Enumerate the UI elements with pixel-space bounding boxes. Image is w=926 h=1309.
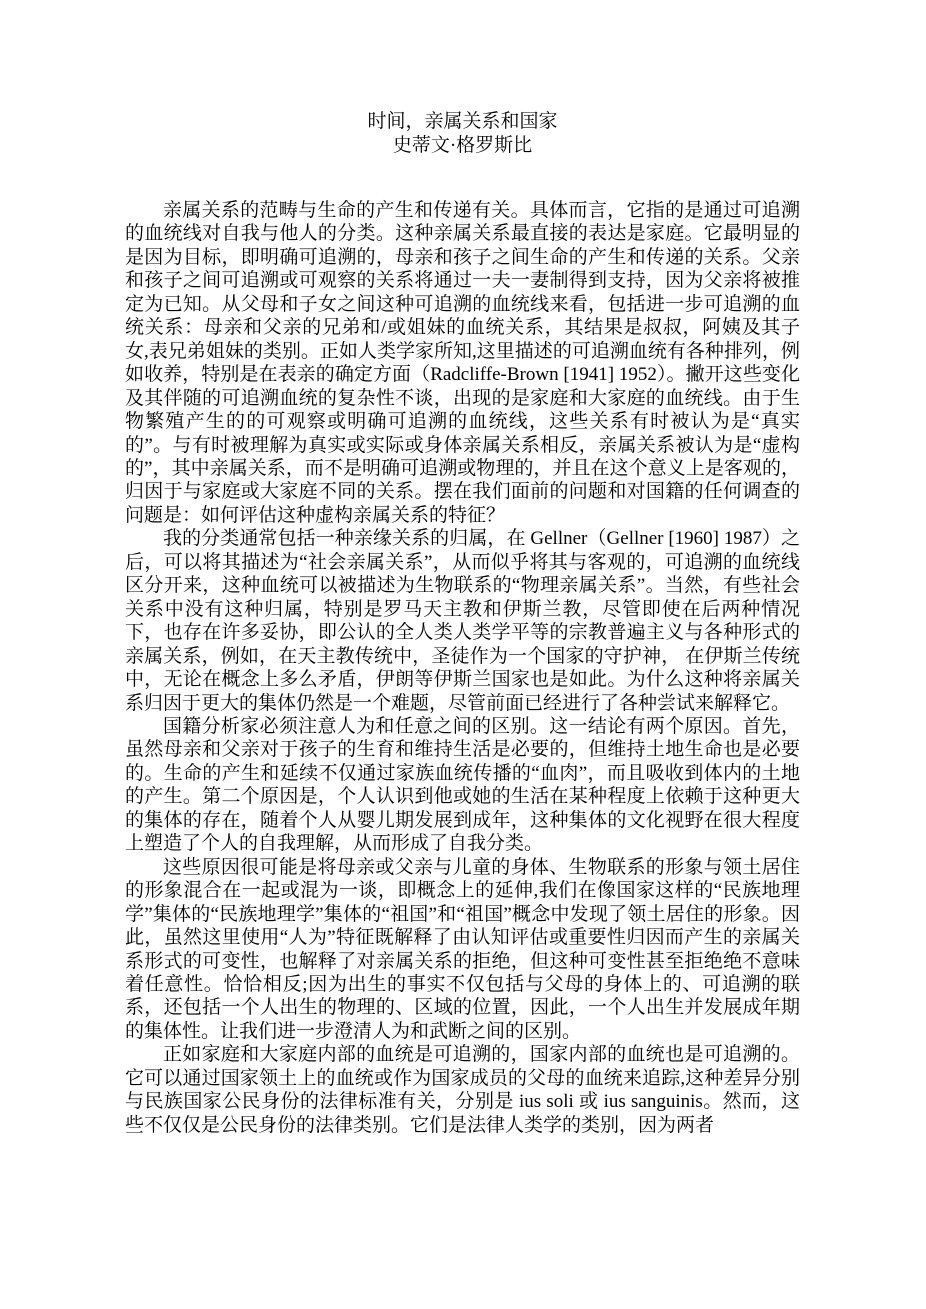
- paragraph: 正如家庭和大家庭内部的血统是可追溯的，国家内部的血统也是可追溯的。它可以通过国家领土上的血统或作为国家成员的父母的血统来追踪,这种差异分别与民族国家公民身份的法律标准有关，分别是 ius soli 或 ius sanguinis。然而，这些不仅仅是公民身份的法律类别。它们是法律人类学的类别，因为两者: [125, 1044, 800, 1136]
- document-author: 史蒂文·格罗斯比: [392, 134, 533, 156]
- paragraph: 国籍分析家必须注意人为和任意之间的区别。这一结论有两个原因。首先，虽然母亲和父亲对于孩子的生育和维持生活是必要的，但维持土地生命也是必要的。生命的产生和延续不仅通过家族血统传播的“血肉”，而且吸收到体内的土地的产生。第二个原因是，个人认识到他或她的生活在某种程度上依赖于这种更大的集体的存在，随着个人从婴儿期发展到成年，这种集体的文化视野在很大程度上塑造了个人的自我理解，从而形成了自我分类。: [125, 715, 800, 855]
- paragraph: 这些原因很可能是将母亲或父亲与儿童的身体、生物联系的形象与领土居住的形象混合在一起或混为一谈，即概念上的延伸,我们在像国家这样的“民族地理学”集体的“民族地理学”集体的“祖国”和“祖国”概念中发现了领土居住的形象。因此，虽然这里使用“人为”特征既解释了由认知评估或重要性归因而产生的亲属关系形式的可变性，也解释了对亲属关系的拒绝，但这种可变性甚至拒绝绝不意味着任意性。恰恰相反;因为出生的事实不仅包括与父母的身体上的、可追溯的联系，还包括一个人出生的物理的、区域的位置，因此，一个人出生并发展成年期的集体性。让我们进一步澄清人为和武断之间的区别。: [125, 856, 800, 1042]
- document-title: 时间，亲属关系和国家: [367, 111, 558, 132]
- document-body: [125, 199, 800, 1137]
- paragraph: 我的分类通常包括一种亲缘关系的归属，在 Gellner（Gellner [1960] 1987）之后，可以将其描述为“社会亲属关系”，从而似乎将其与客观的，可追溯的血统线区分开来，这种血统可以被描述为生物联系的“物理亲属关系”。当然，有些社会关系中没有这种归属，特别是罗马天主教和伊斯兰教，尽管即使在后两种情况下，也存在许多妥协，即公认的全人类人类学平等的宗教普遍主义与各种形式的亲属关系，例如，在天主教传统中，圣徒作为一个国家的守护神， 在伊斯兰传统中，无论在概念上多么矛盾，伊朗等伊斯兰国家也是如此。为什么这种将亲属关系归因于更大的集体仍然是一个难题，尽管前面已经进行了各种尝试来解释它。: [125, 528, 800, 714]
- paragraph: 亲属关系的范畴与生命的产生和传递有关。具体而言，它指的是通过可追溯的血统线对自我与他人的分类。这种亲属关系最直接的表达是家庭。它最明显的是因为目标，即明确可追溯的，母亲和孩子之间生命的产生和传递的关系。父亲和孩子之间可追溯或可观察的关系将通过一夫一妻制得到支持，因为父亲将被推定为已知。从父母和子女之间这种可追溯的血统线来看，包括进一步可追溯的血统关系：母亲和父亲的兄弟和/或姐妹的血统关系，其结果是叔叔，阿姨及其子女,表兄弟姐妹的类别。正如人类学家所知,这里描述的可追溯血统有各种排列，例如收养，特别是在表亲的确定方面（Radcliffe-Brown [1941] 1952）。撇开这些变化及其伴随的可追溯血统的复杂性不谈，出现的是家庭和大家庭的血统线。由于生物繁殖产生的的可观察或明确可追溯的血统线，这些关系有时被认为是“真实的”。与有时被理解为真实或实际或身体亲属关系相反，亲属关系被认为是“虚构的”，其中亲属关系，而不是明确可追溯或物理的，并且在这个意义上是客观的，归因于与家庭或大家庭不同的关系。摆在我们面前的问题和对国籍的任何调查的问题是：如何评估这种虚构亲属关系的特征？: [125, 200, 800, 526]
